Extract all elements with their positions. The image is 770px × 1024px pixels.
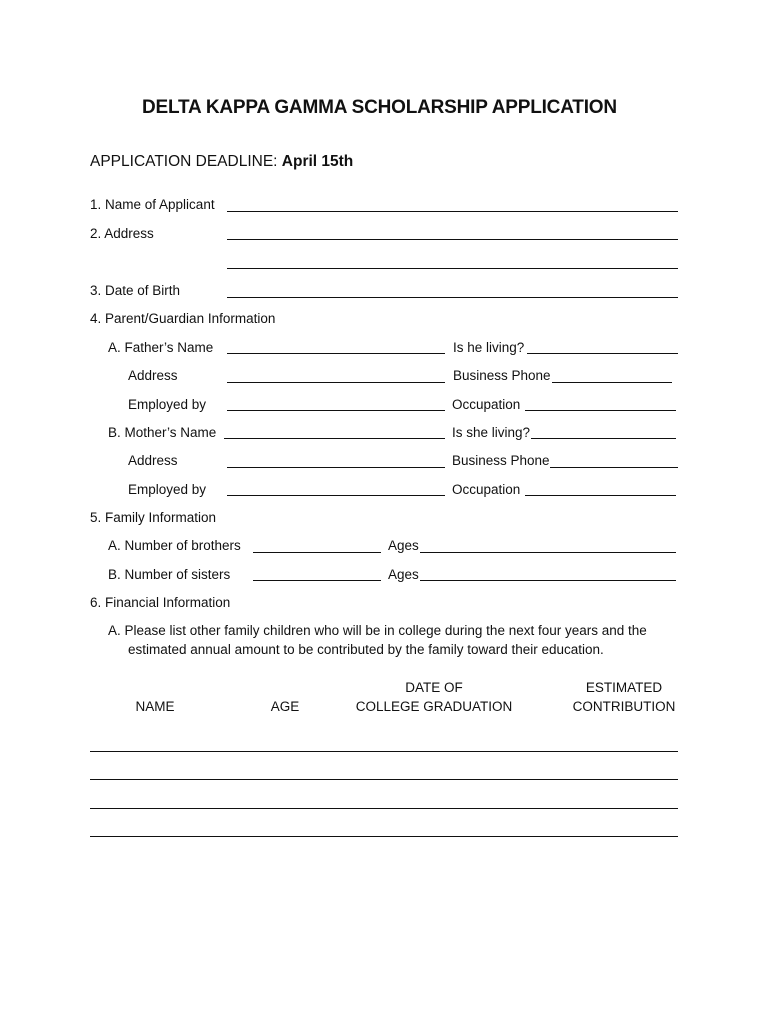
mother-name-label: B. Mother’s Name <box>108 425 217 440</box>
mother-occupation-label: Occupation <box>452 482 521 497</box>
mother-address-label: Address <box>128 453 178 468</box>
table-row[interactable] <box>90 751 678 752</box>
graduation-header-line-2: COLLEGE GRADUATION <box>355 699 513 714</box>
page-title: DELTA KAPPA GAMMA SCHOLARSHIP APPLICATION <box>142 97 617 118</box>
mother-employed-by-label: Employed by <box>128 482 207 497</box>
father-address-label: Address <box>128 368 178 383</box>
column-header-contribution <box>566 678 682 716</box>
sisters-ages-field[interactable] <box>420 580 676 581</box>
number-of-brothers-field[interactable] <box>253 552 381 553</box>
date-of-birth-label: 3. Date of Birth <box>90 283 181 298</box>
contribution-header-line-2: CONTRIBUTION <box>572 699 676 714</box>
father-name-label: A. Father’s Name <box>108 340 214 355</box>
number-of-brothers-label: A. Number of brothers <box>108 538 241 553</box>
sisters-ages-label: Ages <box>388 567 419 582</box>
name-of-applicant-field[interactable] <box>227 211 678 212</box>
column-header-age: AGE <box>270 699 300 714</box>
father-living-label: Is he living? <box>453 340 525 355</box>
graduation-header-line-1: DATE OF <box>405 680 463 695</box>
father-name-field[interactable] <box>227 353 445 354</box>
father-living-field[interactable] <box>527 353 678 354</box>
father-address-field[interactable] <box>227 382 445 383</box>
mother-living-label: Is she living? <box>452 425 531 440</box>
number-of-sisters-field[interactable] <box>253 580 381 581</box>
mother-business-phone-label: Business Phone <box>452 453 550 468</box>
date-of-birth-field[interactable] <box>227 297 678 298</box>
contribution-header-line-1: ESTIMATED <box>585 680 663 695</box>
deadline-label: APPLICATION DEADLINE: <box>90 153 278 170</box>
column-header-graduation-date <box>354 678 514 716</box>
father-business-phone-field[interactable] <box>552 382 672 383</box>
father-business-phone-label: Business Phone <box>453 368 551 383</box>
number-of-sisters-label: B. Number of sisters <box>108 567 231 582</box>
address-field-line-1[interactable] <box>227 239 678 240</box>
address-field-line-2[interactable] <box>227 268 678 269</box>
parent-guardian-heading: 4. Parent/Guardian Information <box>90 311 276 326</box>
column-header-name: NAME <box>135 699 175 714</box>
mother-living-field[interactable] <box>531 438 676 439</box>
mother-business-phone-field[interactable] <box>550 467 678 468</box>
father-occupation-label: Occupation <box>452 397 521 412</box>
table-row[interactable] <box>90 779 678 780</box>
mother-address-field[interactable] <box>227 467 445 468</box>
name-of-applicant-label: 1. Name of Applicant <box>90 197 215 212</box>
mother-occupation-field[interactable] <box>525 495 676 496</box>
father-employed-by-label: Employed by <box>128 397 207 412</box>
father-employed-by-field[interactable] <box>227 410 445 411</box>
mother-employed-by-field[interactable] <box>227 495 445 496</box>
brothers-ages-label: Ages <box>388 538 419 553</box>
deadline-value: April 15th <box>281 153 354 170</box>
family-information-heading: 5. Family Information <box>90 510 217 525</box>
financial-instruction-line-2: estimated annual amount to be contributed by the family toward their education. <box>128 642 604 657</box>
mother-name-field[interactable] <box>224 438 445 439</box>
table-row[interactable] <box>90 836 678 837</box>
application-deadline <box>90 153 353 171</box>
financial-information-heading: 6. Financial Information <box>90 595 231 610</box>
table-row[interactable] <box>90 808 678 809</box>
brothers-ages-field[interactable] <box>420 552 676 553</box>
father-occupation-field[interactable] <box>525 410 676 411</box>
financial-instruction-line-1: A. Please list other family children who will be in college during the next four years and the <box>108 623 647 638</box>
address-label: 2. Address <box>90 226 154 241</box>
